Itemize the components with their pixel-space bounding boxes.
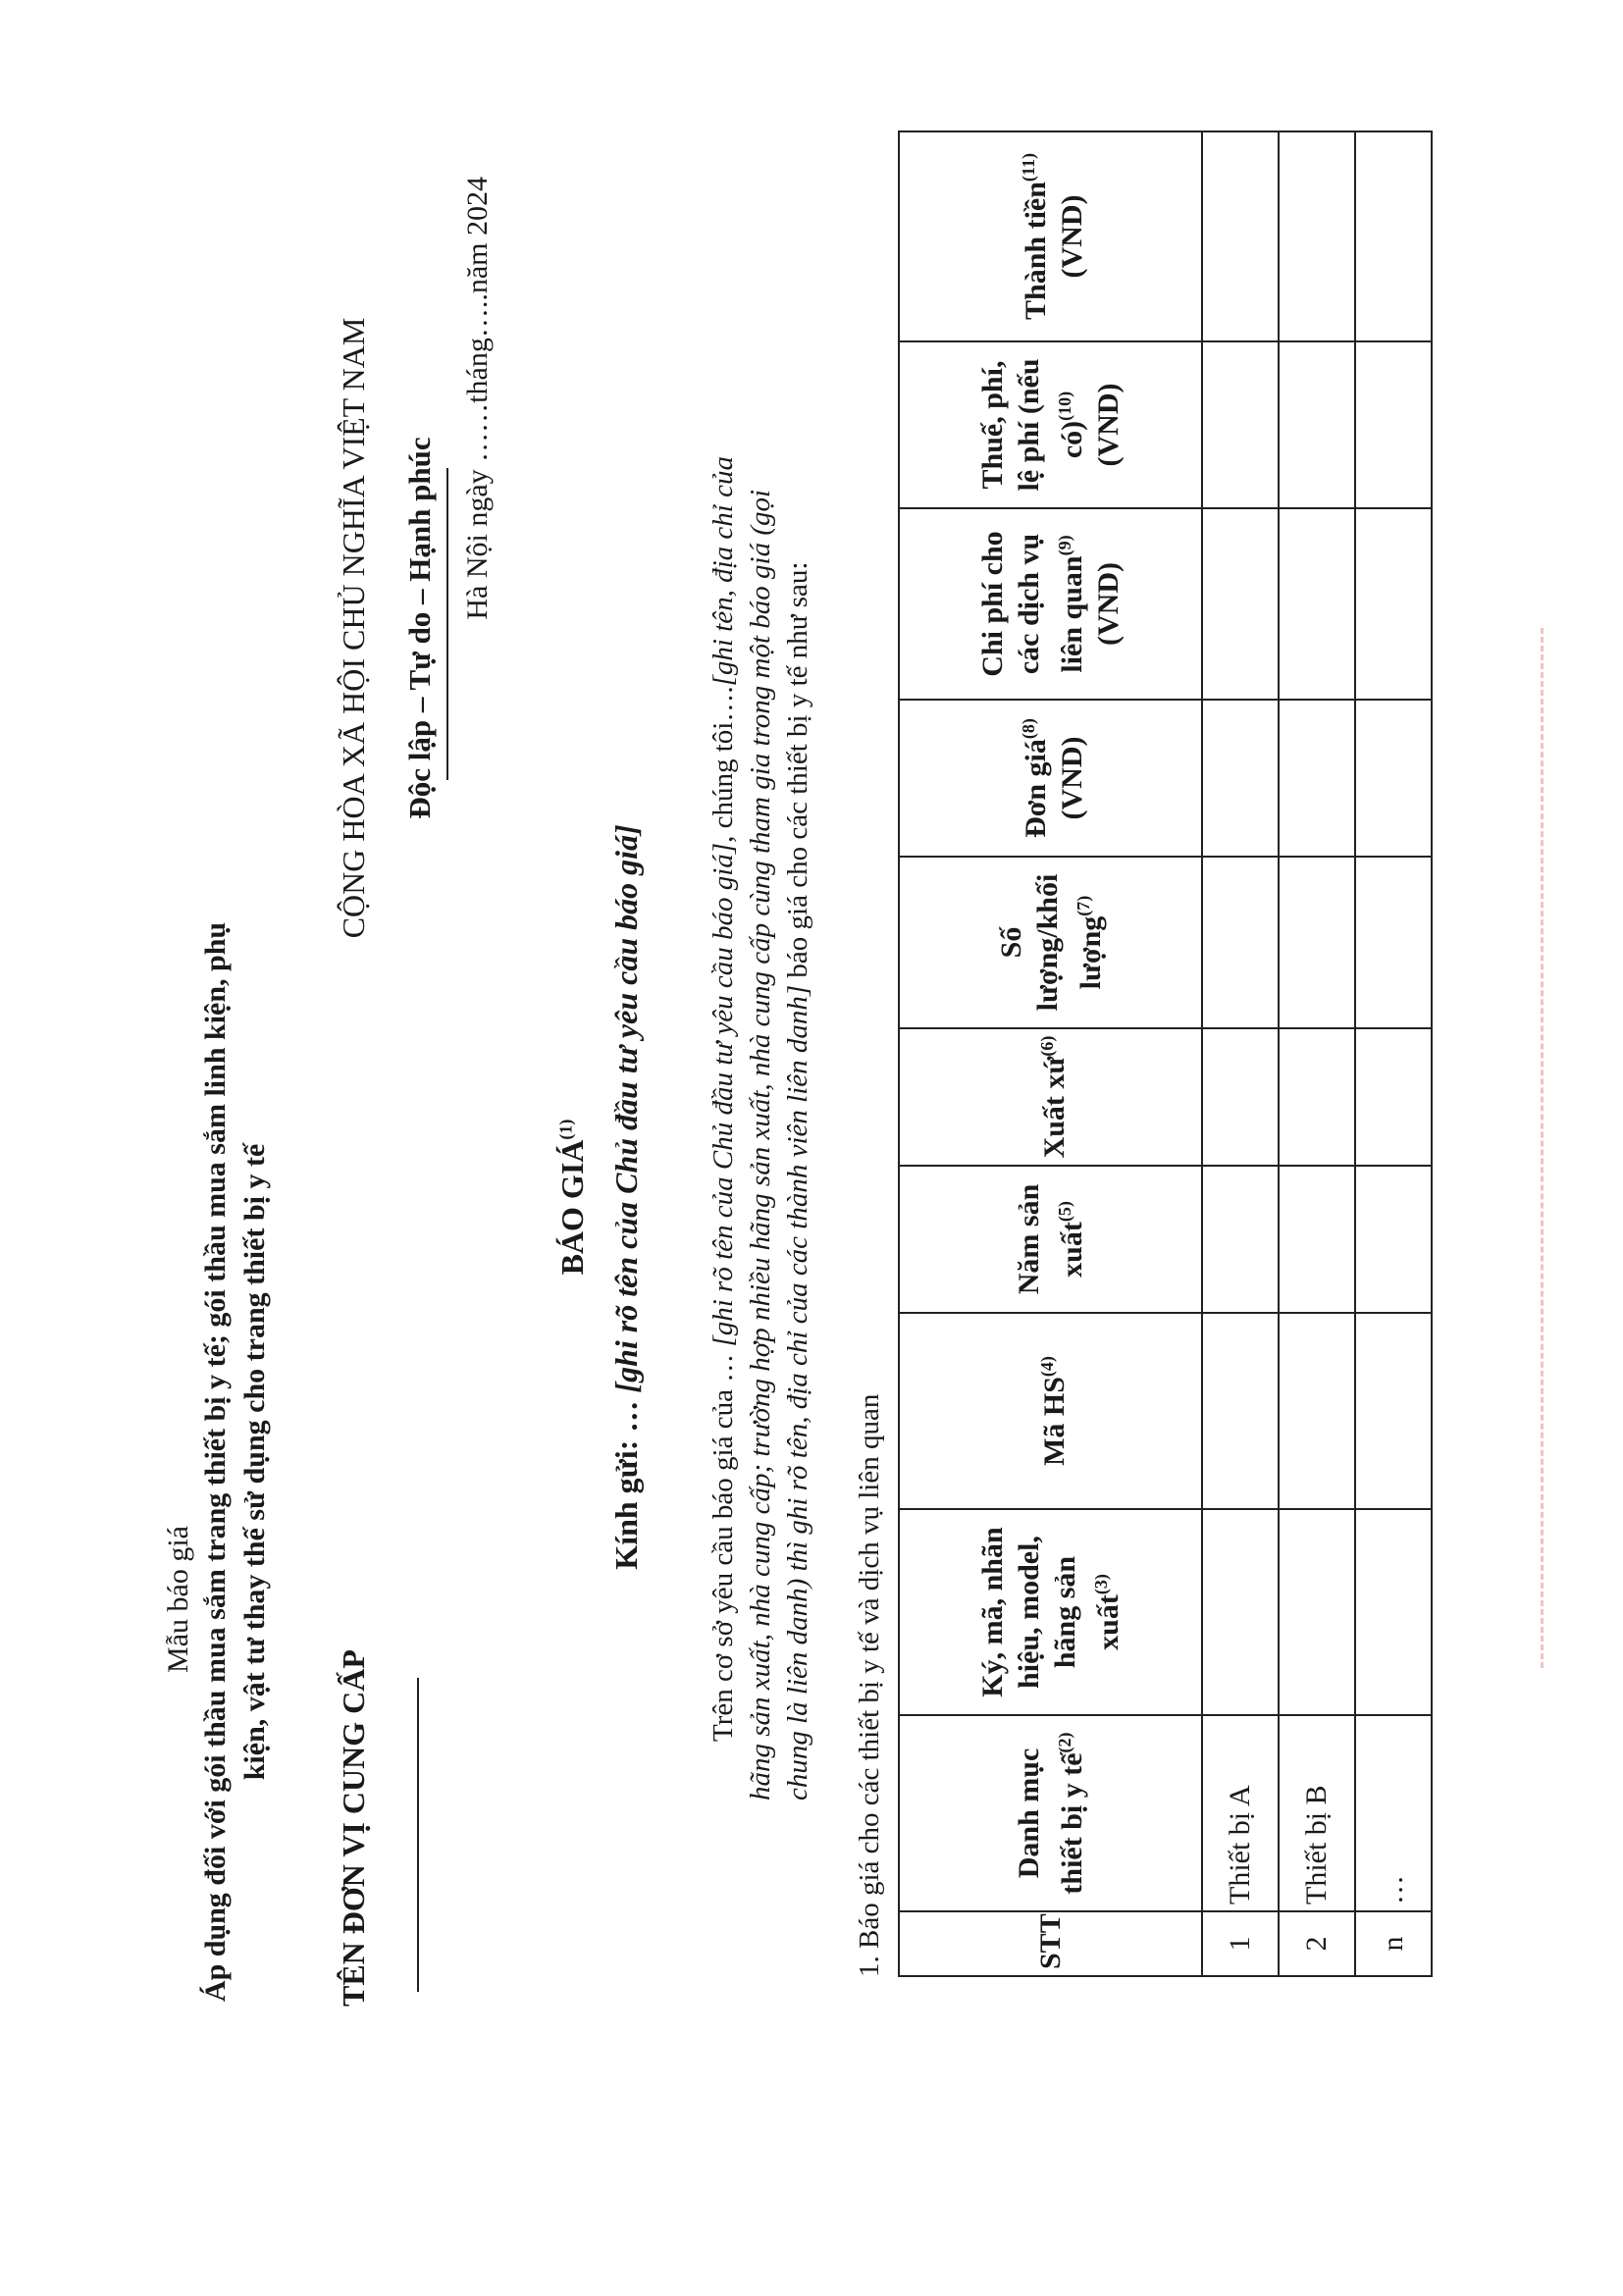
cell-item: Thiết bị B [1279,1715,1355,1911]
col-header-model: Ký, mã, nhãn hiệu, model, hãng sản xuất$^{(3)}$ [899,1509,1202,1715]
col-header-unit-price: Đơn giá$^{(8)}$ (VND) [899,700,1202,857]
national-motto: Độc lập – Tự do – Hạnh phúc [402,437,437,819]
intro-paragraph [705,437,816,1800]
supplier-underline [417,1678,419,1992]
cell-stt: 1 [1202,1911,1279,1976]
cell-item: Thiết bị A [1202,1715,1279,1911]
intro-part-2: [ghi rõ tên của Chủ đầu tư yêu cầu báo giá] [707,842,739,1347]
col-header-service-cost: Chi phí cho các dịch vụ liên quan$^{(9)}$ (VND) [899,508,1202,700]
document-title [554,98,591,2296]
recipient-label: Kính gửi: … [608,1400,644,1570]
place-date: Hà Nội ngày ……tháng…..năm 2024 [461,177,494,620]
title-text: BÁO GIÁ [554,1139,590,1276]
faint-stamp-mark [1541,628,1612,1668]
title-note: (1) [555,1119,576,1140]
motto-underline [446,468,448,780]
quotation-table [898,130,1433,1977]
recipient-value: [ghi rõ tên của Chủ đầu tư yêu cầu báo giá] [608,824,644,1393]
col-header-total: Thành tiền$^{(11)}$ (VND) [899,131,1202,341]
intro-part-1: Trên cơ sở yêu cầu báo giá của … [707,1353,739,1742]
col-header-quantity: Số lượng/khối lượng$^{(7)}$ [899,857,1202,1028]
form-name: Mẫu báo giá [162,1526,194,1673]
col-header-hs-code: Mã HS$^{(4)}$ [899,1313,1202,1509]
intro-part-5: báo giá cho các thiết bị y tế như sau: [782,561,813,985]
table-row [1202,131,1279,1976]
cell-item: … [1355,1715,1432,1911]
col-header-tax: Thuế, phí, lệ phí (nếu có)$^{(10)}$ (VND) [899,341,1202,508]
section-heading: 1. Báo giá cho các thiết bị y tế và dịch vụ liên quan [854,1393,885,1977]
col-header-item: Danh mục thiết bị y tế$^{(2)}$ [899,1715,1202,1911]
col-header-origin: Xuất xứ$^{(6)}$ [899,1028,1202,1166]
national-title: CỘNG HÒA XÃ HỘI CHỦ NGHĨA VIỆT NAM [336,317,371,939]
supplier-name: TÊN ĐƠN VỊ CUNG CẤP [336,1649,371,2007]
table-row [1279,131,1355,1976]
intro-part-4: [ghi tên, địa chỉ của hãng sản xuất, nhà cung cấp; trường hợp nhiều hãng sản xuất, nhà cung cấp cùng tham gia trong một báo giá (gọi chung là liên danh) thì ghi rõ tên, địa chỉ của các thành viên liên danh] [707,456,813,1800]
applicability-note: Áp dụng đối với gói thầu mua sắm trang thiết bị y tế; gói thầu mua sắm linh kiện, phụ kiện, vật tư thay thế sử dụng cho trang thiết bị y tế [199,921,271,2003]
table-header-row [899,131,1202,1976]
col-header-stt: STT [899,1911,1202,1976]
cell-stt: n [1355,1911,1432,1976]
cell-stt: 2 [1279,1911,1355,1976]
col-header-year: Năm sản xuất$^{(5)}$ [899,1166,1202,1313]
table-row [1355,131,1432,1976]
intro-part-3: , chúng tôi…. [707,686,739,843]
recipient [608,98,645,2296]
